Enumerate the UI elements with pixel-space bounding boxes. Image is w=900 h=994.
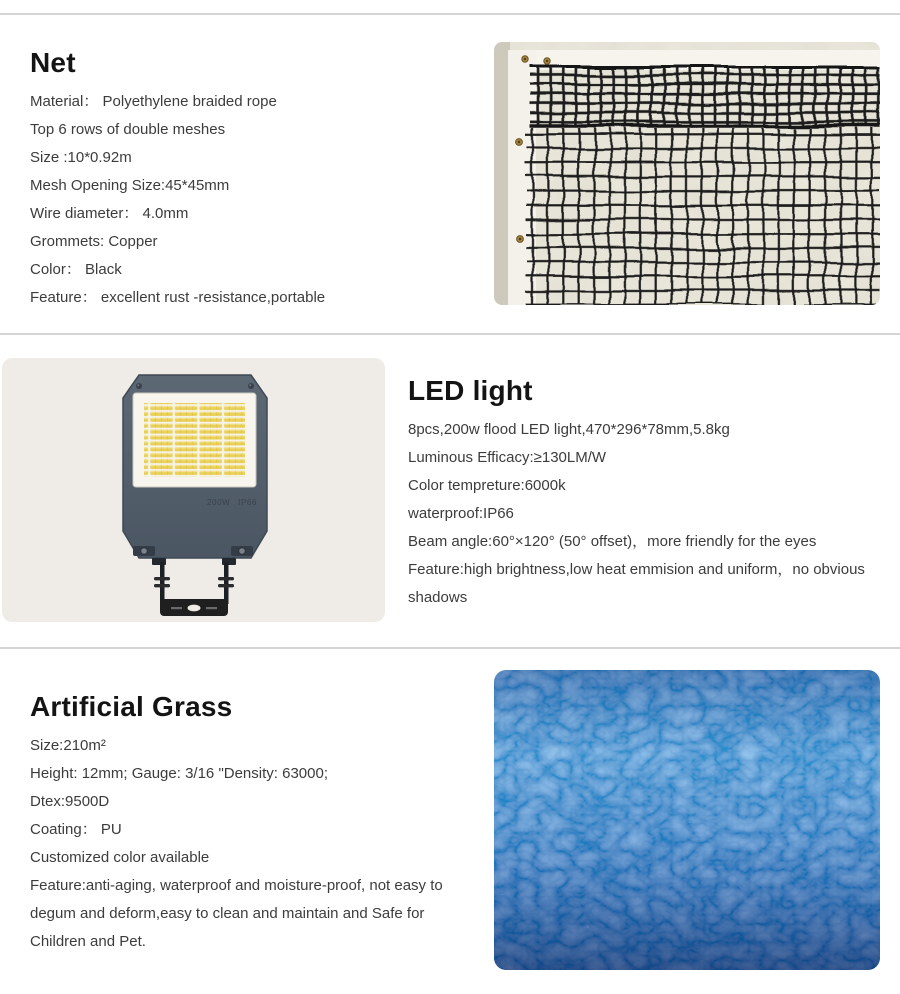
net-spec-feature: Feature： excellent rust -resistance,portable [30,289,326,306]
led-spec-feature: Feature:high brightness,low heat emmision and uniform，no obvious shadows [408,561,865,606]
grass-spec-height-gauge: Height: 12mm; Gauge: 3/16 "Density: 63000; [30,765,328,782]
net-spec-color: Color： Black [30,261,122,278]
led-spec-overview: 8pcs,200w flood LED light,470*296*78mm,5.8kg [408,421,730,438]
grass-spec-dtex: Dtex:9500D [30,793,110,810]
net-section [30,46,470,312]
grass-spec-coating: Coating： PU [30,821,122,838]
led-spec-efficacy: Luminous Efficacy:≥130LM/W [408,449,607,466]
section-divider-net-led [0,333,900,335]
grass-photo-canvas [494,670,880,970]
grass-product-photo [494,670,880,970]
led-strips [144,403,245,477]
led-product-photo [2,358,385,622]
wall-strip [494,42,510,305]
net-spec-size: Size :10*0.92m [30,149,132,166]
floodlight-body [123,375,267,558]
net-spec-wire-diameter: Wire diameter： 4.0mm [30,205,189,222]
section-divider-top [0,13,900,15]
net-photo-canvas [494,42,880,305]
net-spec-mesh-opening: Mesh Opening Size:45*45mm [30,177,230,194]
grass-spec-custom-color: Customized color available [30,849,210,866]
led-section-title: LED light [408,375,533,406]
device-rating-label: 200W IP66 [207,498,257,507]
net-spec-material: Material： Polyethylene braided rope [30,93,277,110]
net-product-photo [494,42,880,305]
led-spec-color-temp: Color tempreture:6000k [408,477,566,494]
led-section [408,374,870,612]
grass-section-title: Artificial Grass [30,691,233,722]
grass-spec-size: Size:210m² [30,737,106,754]
net-mesh [526,67,880,305]
grass-section [30,690,482,956]
net-spec-grommets: Grommets: Copper [30,233,158,250]
led-spec-waterproof: waterproof:IP66 [408,505,514,522]
net-section-title: Net [30,47,76,78]
led-spec-beam-angle: Beam angle:60°×120° (50° offset)，more friendly for the eyes [408,533,817,550]
grass-spec-feature: Feature:anti-aging, waterproof and moisture-proof, not easy to degum and deform,easy to clean and maintain and Safe for Children and Pet. [30,877,443,950]
net-spec-double-mesh: Top 6 rows of double meshes [30,121,226,138]
section-divider-led-grass [0,647,900,649]
